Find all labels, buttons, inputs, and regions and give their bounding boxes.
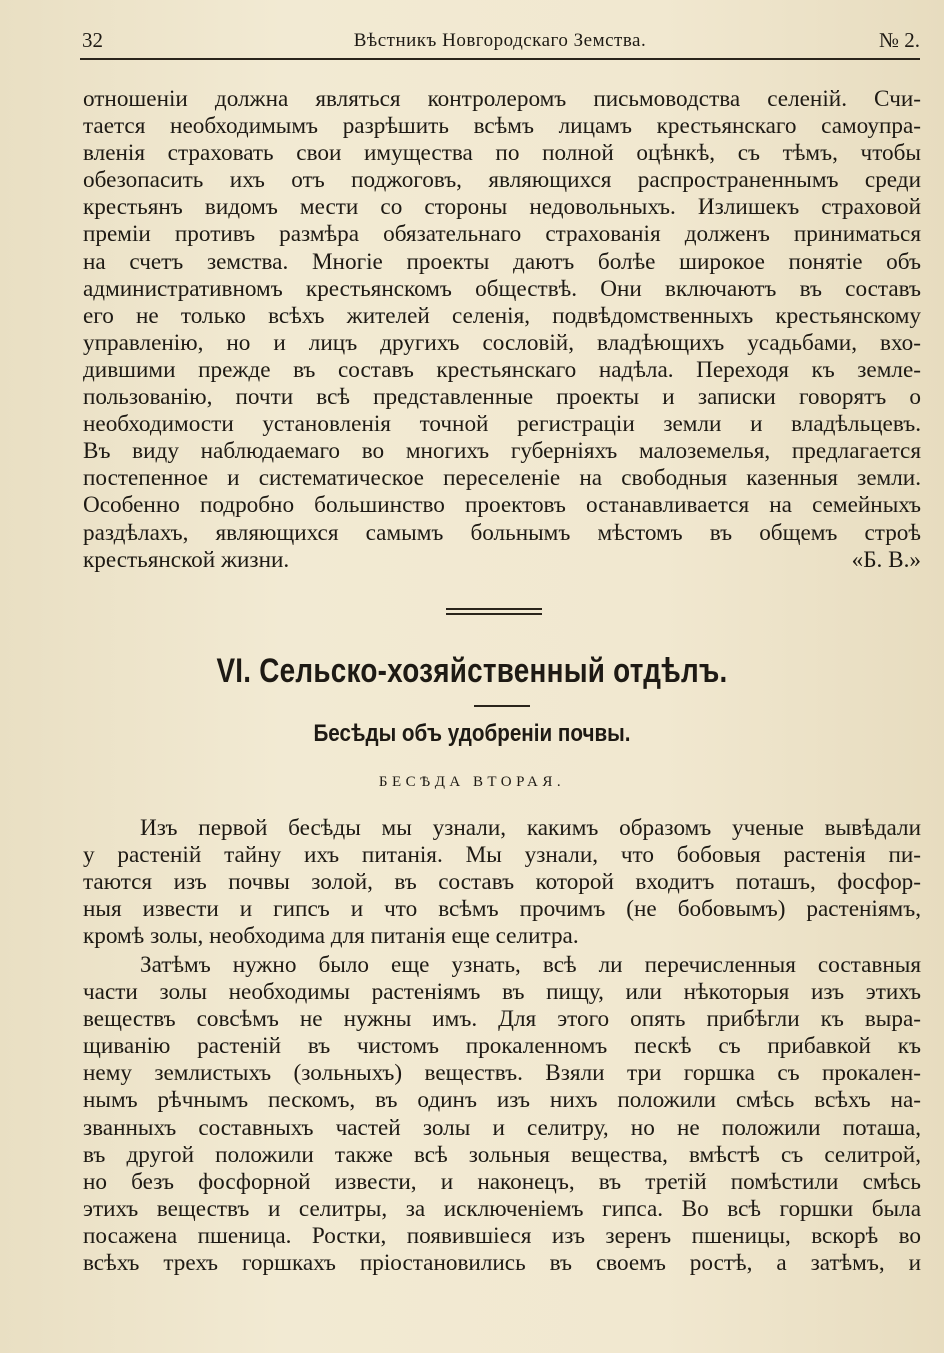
text-line: раздѣлахъ, являющихся самымъ больнымъ мѣстомъ въ общемъ строѣ bbox=[83, 519, 921, 546]
issue-number: № 2. bbox=[878, 28, 920, 52]
text-line: части золы необходимы растеніямъ въ пищу, или нѣкоторыя изъ этихъ bbox=[83, 979, 921, 1006]
text-line: щиванію растеній въ чистомъ прокаленномъ пескѣ съ прибавкой къ bbox=[83, 1033, 921, 1060]
text-line: веществъ совсѣмъ не нужны имъ. Для этого опять прибѣгли къ выра- bbox=[83, 1006, 921, 1033]
text-line: постепенное и систематическое переселеніе на свободныя казенныя земли. bbox=[83, 465, 921, 492]
text-line: административномъ крестьянскомъ обществѣ. Они включаютъ въ составъ bbox=[83, 275, 921, 302]
text-line: пользованію, почти всѣ представленные проекты и записки говорятъ о bbox=[83, 384, 921, 411]
text-line: кромѣ золы, необходима для питанія еще селитра. bbox=[83, 923, 579, 950]
text-line: управленію, но и лицъ другихъ сословій, владѣющихъ усадьбами, вхо- bbox=[83, 329, 921, 356]
title-rule bbox=[474, 705, 530, 707]
text-line: Особенно подробно большинство проектовъ останавливается на семейныхъ bbox=[83, 492, 921, 519]
text-line: дившими прежде въ составъ крестьянскаго надѣла. Переходя къ земле- bbox=[83, 356, 921, 383]
text-line-end: крестьянской жизни. bbox=[83, 546, 290, 573]
journal-title: Вѣстникъ Новгородскаго Земства. bbox=[353, 30, 647, 51]
text-line: посажена пшеница. Ростки, появившіеся изъ зеренъ пшеницы, вскорѣ во bbox=[83, 1222, 921, 1249]
article-title: Бесѣды объ удобреніи почвы. bbox=[313, 720, 631, 747]
text-line: нымъ рѣчнымъ пескомъ, въ одинъ изъ нихъ положили смѣсь всѣхъ на- bbox=[83, 1087, 921, 1114]
paragraph-1 bbox=[83, 86, 921, 574]
text-line: Затѣмъ нужно было еще узнать, всѣ ли перечисленныя составныя bbox=[140, 952, 921, 978]
page-number: 32 bbox=[82, 28, 103, 52]
double-rule-separator bbox=[446, 608, 542, 615]
text-line: этихъ веществъ и селитры, за исключеніемъ гипса. Во всѣ горшки была bbox=[83, 1195, 921, 1222]
section-title: VI. Сельско-хозяйственный отдѣлъ. bbox=[216, 652, 728, 690]
author-signature: «Б. В.» bbox=[851, 546, 921, 573]
text-line: нему землистыхъ (зольныхъ) веществъ. Взяли три горшка съ прокален- bbox=[83, 1060, 921, 1087]
text-line: Изъ первой бесѣды мы узнали, какимъ образомъ ученые вывѣдали bbox=[140, 815, 921, 841]
text-line: отношеніи должна являться контролеромъ письмоводства селеній. Счи- bbox=[83, 86, 921, 112]
text-line: обезопасить ихъ отъ поджоговъ, являющихся распространеннымъ среди bbox=[83, 167, 921, 194]
text-line: вленія страховать свои имущества по полной оцѣнкѣ, съ тѣмъ, чтобы bbox=[83, 140, 921, 167]
running-header bbox=[80, 28, 920, 60]
text-line: преміи противъ размѣра обязательнаго страхованія долженъ приниматься bbox=[83, 221, 921, 248]
text-line: таются изъ почвы золой, въ составъ которой входитъ поташъ, фосфор- bbox=[83, 869, 921, 896]
paragraph-2 bbox=[83, 815, 921, 950]
text-line: Въ виду наблюдаемаго во многихъ губерніяхъ малоземелья, предлагается bbox=[83, 438, 921, 465]
text-line: ныя извести и гипсъ и что всѣмъ прочимъ (не бобовымъ) растеніямъ, bbox=[83, 896, 921, 923]
text-line: на счетъ земства. Многіе проекты даютъ болѣе широкое понятіе объ bbox=[83, 248, 921, 275]
text-line: но безъ фосфорной извести, и наконецъ, въ третій помѣстили смѣсь bbox=[83, 1168, 921, 1195]
text-line-with-signature bbox=[83, 547, 921, 574]
text-line: всѣхъ трехъ горшкахъ пріостановились въ своемъ ростѣ, а затѣмъ, и bbox=[83, 1250, 921, 1277]
talk-label: БЕСѢДА ВТОРАЯ. bbox=[378, 774, 566, 790]
text-line: тается необходимымъ разрѣшить всѣмъ лицамъ крестьянскаго самоупра- bbox=[83, 113, 921, 140]
text-line: его не только всѣхъ жителей селенія, подвѣдомственныхъ крестьянскому bbox=[83, 302, 921, 329]
text-line: въ другой положили также всѣ зольныя вещества, вмѣстѣ съ селитрой, bbox=[83, 1141, 921, 1168]
text-line: у растеній тайну ихъ питанія. Мы узнали, что бобовыя растенія пи- bbox=[83, 842, 921, 869]
text-line: крестьянъ видомъ мести со стороны недовольныхъ. Излишекъ страховой bbox=[83, 194, 921, 221]
text-line: званныхъ составныхъ частей золы и селитру, но не положили поташа, bbox=[83, 1114, 921, 1141]
paragraph-3 bbox=[83, 952, 921, 1277]
text-line: необходимости установленія точной регистраціи земли и владѣльцевъ. bbox=[83, 411, 921, 438]
